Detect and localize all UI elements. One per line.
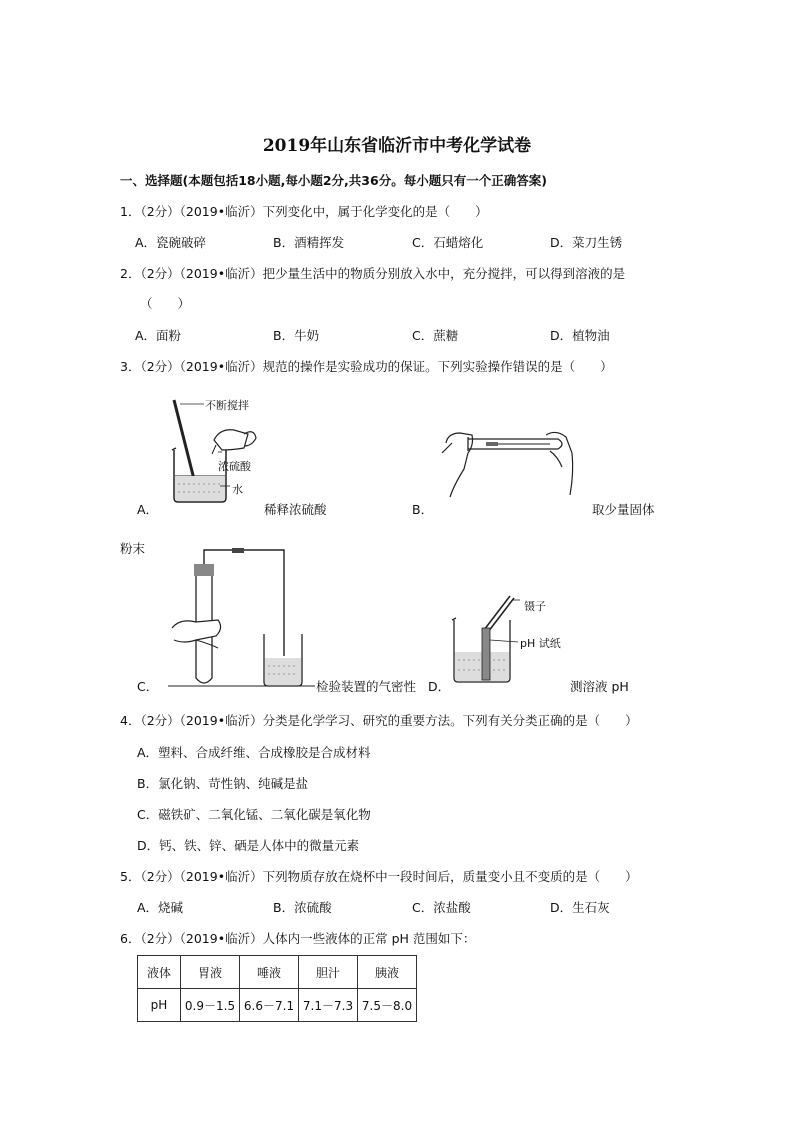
question-4-stem: 4．（2分）（2019•临沂）分类是化学学习、研究的重要方法。下列有关分类正确的是（ ） xyxy=(120,713,638,728)
figure-c-caption: 检验装置的气密性 xyxy=(316,679,417,694)
figure-b-caption-cont: 粉末 xyxy=(120,541,146,556)
table-cell: pH xyxy=(138,989,181,1022)
page-title: 2019年山东省临沂市中考化学试卷 xyxy=(262,136,532,156)
question-5-option-b[interactable]: B．浓硫酸 xyxy=(273,900,332,915)
question-3-option-a[interactable]: A． xyxy=(137,502,159,517)
label-tweezers: 镊子 xyxy=(524,600,546,613)
question-3-option-d[interactable]: D． xyxy=(428,679,451,694)
table-header-row xyxy=(138,956,417,989)
question-1-option-d[interactable]: D．菜刀生锈 xyxy=(550,235,623,250)
label-conc-acid: 浓硫酸 xyxy=(218,460,251,473)
question-3-stem: 3．（2分）（2019•临沂）规范的操作是实验成功的保证。下列实验操作错误的是（ ） xyxy=(120,359,613,374)
question-4-option-c[interactable]: C．磁铁矿、二氧化锰、二氧化碳是氧化物 xyxy=(137,807,371,822)
question-3-option-b[interactable]: B． xyxy=(412,502,434,517)
table-header-cell: 唾液 xyxy=(240,956,299,989)
question-4-option-d[interactable]: D．钙、铁、锌、硒是人体中的微量元素 xyxy=(137,838,360,853)
question-5-option-c[interactable]: C．浓盐酸 xyxy=(412,900,471,915)
question-1-option-c[interactable]: C．石蜡熔化 xyxy=(412,235,484,250)
table-cell: 0.9－1.5 xyxy=(181,989,240,1022)
question-1-option-b[interactable]: B．酒精挥发 xyxy=(273,235,345,250)
figure-airtightness xyxy=(160,548,315,690)
ph-table xyxy=(137,955,417,1022)
label-stir: 不断搅拌 xyxy=(205,399,249,412)
table-header-cell: 胆汁 xyxy=(299,956,358,989)
question-2-option-b[interactable]: B．牛奶 xyxy=(273,328,320,343)
question-4-option-a[interactable]: A．塑料、合成纤维、合成橡胶是合成材料 xyxy=(137,745,371,760)
figure-d-caption: 测溶液 pH xyxy=(570,679,629,694)
question-2-stem: 2．（2分）（2019•临沂）把少量生活中的物质分别放入水中，充分搅拌，可以得到溶液的是 xyxy=(120,266,626,281)
question-1-stem: 1．（2分）（2019•临沂）下列变化中，属于化学变化的是（ ） xyxy=(120,204,488,219)
table-cell: 6.6－7.1 xyxy=(240,989,299,1022)
question-2-option-a[interactable]: A．面粉 xyxy=(135,328,182,343)
section-heading: 一、选择题(本题包括18小题,每小题2分,共36分。每小题只有一个正确答案) xyxy=(120,173,547,188)
label-water: 水 xyxy=(232,483,243,496)
figure-a-caption: 稀释浓硫酸 xyxy=(264,502,327,517)
question-5-option-d[interactable]: D．生石灰 xyxy=(550,900,610,915)
table-header-cell: 液体 xyxy=(138,956,181,989)
question-3-option-c[interactable]: C． xyxy=(137,679,159,694)
table-cell: 7.5－8.0 xyxy=(358,989,417,1022)
figure-b-caption: 取少量固体 xyxy=(592,502,655,517)
question-2-option-d[interactable]: D．植物油 xyxy=(550,328,610,343)
question-5-stem: 5．（2分）（2019•临沂）下列物质存放在烧杯中一段时间后，质量变小且不变质的是（ ） xyxy=(120,869,638,884)
table-row xyxy=(138,989,417,1022)
question-2-stem-cont: （ ） xyxy=(140,296,191,311)
table-header-cell: 胃液 xyxy=(181,956,240,989)
figure-solid-powder xyxy=(438,425,580,500)
question-6-stem: 6．（2分）（2019•临沂）人体内一些液体的正常 pH 范围如下： xyxy=(120,931,476,946)
question-4-option-b[interactable]: B．氯化钠、苛性钠、纯碱是盐 xyxy=(137,776,309,791)
question-1-option-a[interactable]: A．瓷碗破碎 xyxy=(135,235,207,250)
table-cell: 7.1－7.3 xyxy=(299,989,358,1022)
question-2-option-c[interactable]: C．蔗糖 xyxy=(412,328,459,343)
table-header-cell: 胰液 xyxy=(358,956,417,989)
question-5-option-a[interactable]: A．烧碱 xyxy=(137,900,184,915)
label-ph-paper: pH 试纸 xyxy=(520,637,561,650)
